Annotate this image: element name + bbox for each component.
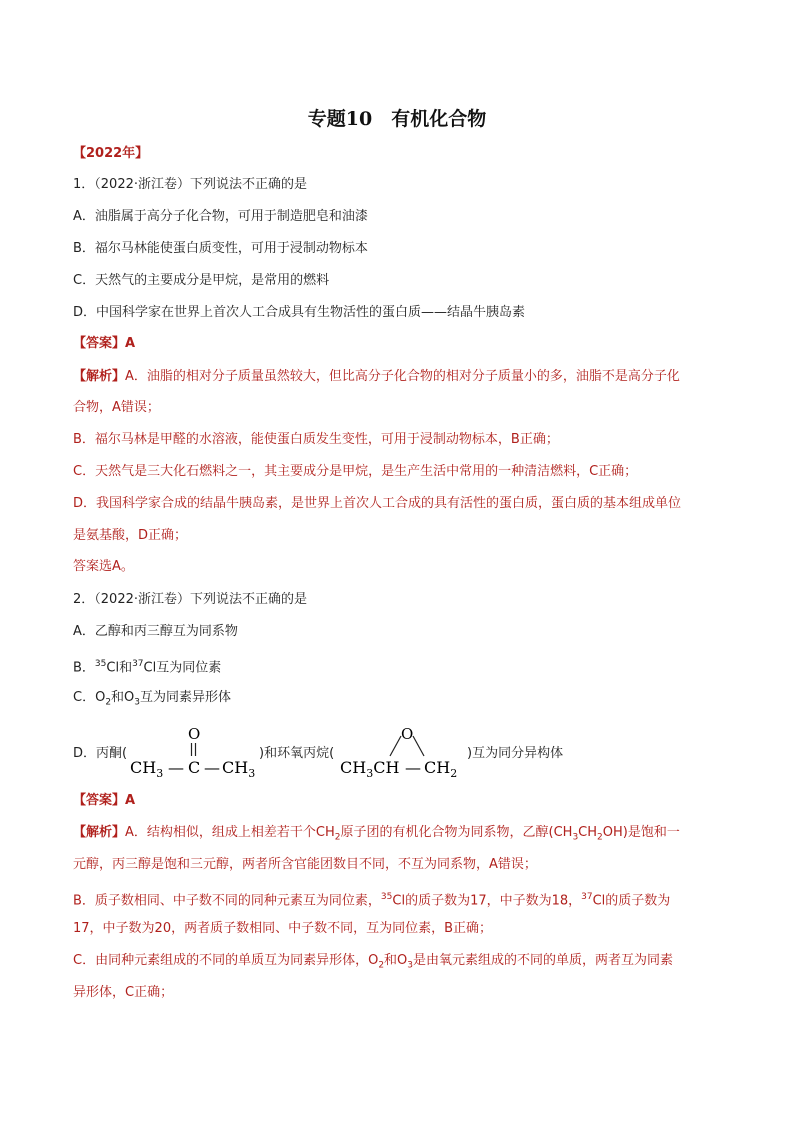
year-tag: 【2022年】 bbox=[73, 146, 149, 161]
q1-answer: 【答案】A bbox=[73, 336, 136, 351]
page-title: 专题10 有机化合物 bbox=[307, 108, 487, 130]
q1-analysis-tag: 【解析】 bbox=[73, 369, 126, 384]
acetone-carbonyl-carbon: C bbox=[188, 758, 201, 777]
q1-explanation-d-cont: 是氨基酸，D正确； bbox=[73, 528, 188, 543]
epoxide-bond-left bbox=[390, 736, 401, 756]
epoxide-oxygen: O bbox=[401, 725, 414, 743]
epoxide-methyl: $CH_3CH$ bbox=[340, 758, 400, 778]
q2-option-d-mid: )和环氧丙烷( bbox=[259, 746, 335, 761]
acetone-dash-right: — bbox=[204, 758, 220, 777]
q2-stem: 2．（2022·浙江卷）下列说法不正确的是 bbox=[73, 592, 307, 607]
q2-explanation-b-cont: 17，中子数为20，两者质子数相同、中子数不同，互为同位素，B正确； bbox=[73, 921, 493, 936]
q1-conclusion: 答案选A。 bbox=[73, 559, 134, 574]
acetone-left-methyl: $CH_3$ bbox=[130, 758, 164, 778]
q1-option-a: A．油脂属于高分子化合物，可用于制造肥皂和油漆 bbox=[73, 209, 368, 224]
q1-explanation-d: D．我国科学家合成的结晶牛胰岛素，是世界上首次人工合成的具有活性的蛋白质，蛋白质的基本组成单位 bbox=[73, 496, 682, 511]
epoxide-methylene: $CH_2$ bbox=[424, 758, 458, 778]
q1-option-d: D．中国科学家在世界上首次人工合成具有生物活性的蛋白质——结晶牛胰岛素 bbox=[73, 305, 526, 320]
q2-answer: 【答案】A bbox=[73, 793, 136, 808]
acetone-structure bbox=[128, 722, 260, 778]
q1-option-c: C．天然气的主要成分是甲烷，是常用的燃料 bbox=[73, 273, 330, 288]
q2-option-b: B．$^{35}$Cl和$^{37}$Cl互为同位素 bbox=[73, 659, 222, 676]
q2-explanation-a: 【解析】A．结构相似，组成上相差若干个$CH_2$原子团的有机化合物为同系物，乙醇$(CH_3CH_2OH)$是饱和一 bbox=[73, 825, 680, 843]
q1-stem: 1．（2022·浙江卷）下列说法不正确的是 bbox=[73, 177, 307, 192]
epoxide-bond-right bbox=[413, 736, 424, 756]
acetone-oxygen: O bbox=[188, 725, 201, 743]
q2-option-c: C．$O_2$和$O_3$互为同素异形体 bbox=[73, 690, 232, 708]
q1-explanation-c: C．天然气是三大化石燃料之一，其主要成分是甲烷，是生产生活中常用的一种清洁燃料，C正确； bbox=[73, 464, 638, 479]
acetone-right-methyl: $CH_3$ bbox=[222, 758, 256, 778]
q2-explanation-c: C．由同种元素组成的不同的单质互为同素异形体，$O_2$和$O_3$是由氧元素组成的不同的单质，两者互为同素 bbox=[73, 953, 674, 971]
epoxypropane-structure bbox=[338, 722, 468, 778]
q1-explanation-a-cont: 合物，A错误； bbox=[73, 400, 160, 415]
epoxide-dash: — bbox=[405, 758, 421, 777]
q1-explanation-a: 【解析】A．油脂的相对分子质量虽然较大，但比高分子化合物的相对分子质量小的多，油脂不是高分子化 bbox=[73, 369, 680, 384]
q2-option-a: A．乙醇和丙三醇互为同系物 bbox=[73, 624, 238, 639]
q2-explanation-b: B．质子数相同、中子数不同的同种元素互为同位素，$^{35}$Cl的质子数为17，中子数为18，$^{37}$Cl的质子数为 bbox=[73, 892, 671, 909]
q2-explanation-c-cont: 异形体，C正确； bbox=[73, 985, 174, 1000]
q2-option-d-prefix: D．丙酮( bbox=[73, 746, 128, 761]
q1-option-b: B．福尔马林能使蛋白质变性，可用于浸制动物标本 bbox=[73, 241, 368, 256]
q2-option-d-suffix: )互为同分异构体 bbox=[467, 746, 564, 761]
q2-explanation-a-cont: 元醇，丙三醇是饱和三元醇，两者所含官能团数目不同，不互为同系物，A错误； bbox=[73, 857, 537, 872]
acetone-dash-left: — bbox=[168, 758, 184, 777]
q1-explanation-b: B．福尔马林是甲醛的水溶液，能使蛋白质发生变性，可用于浸制动物标本，B正确； bbox=[73, 432, 559, 447]
